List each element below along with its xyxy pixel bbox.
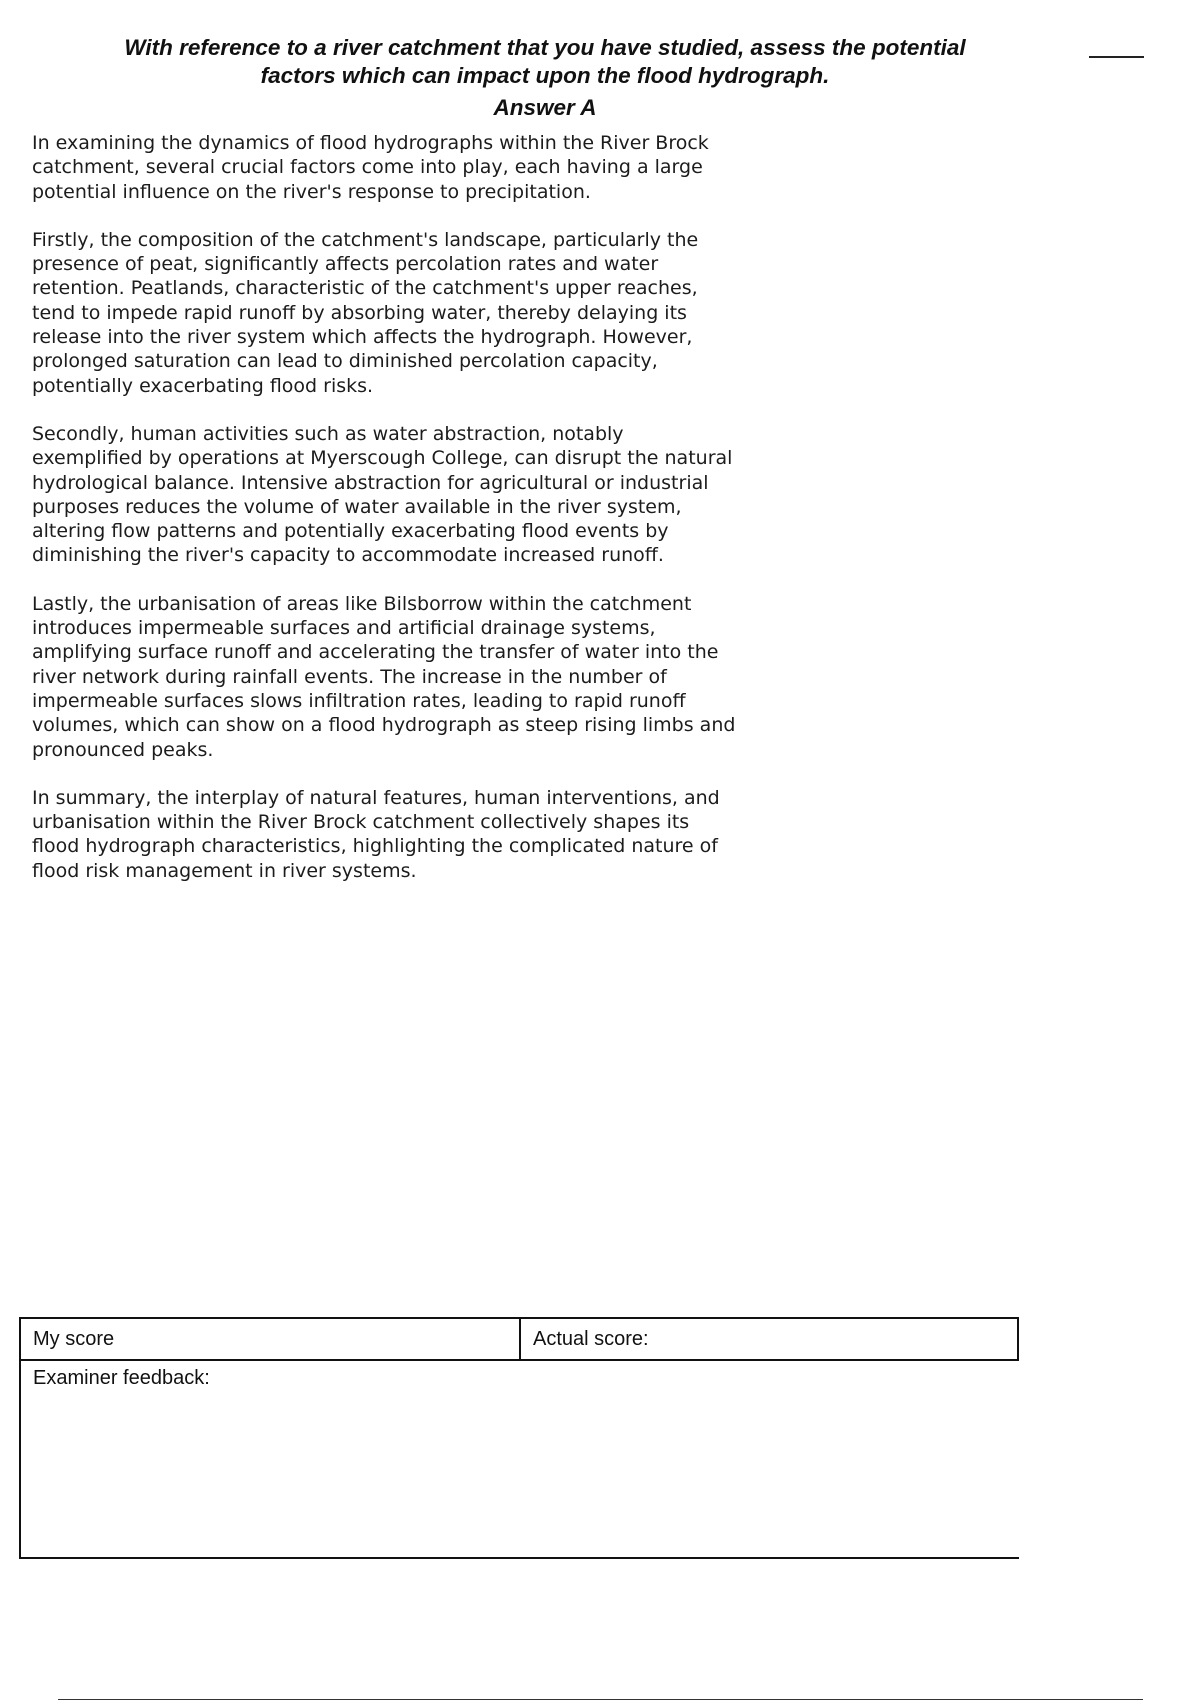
examiner-feedback-box[interactable] [19, 1361, 1019, 1559]
score-table [19, 1317, 1017, 1559]
essay-paragraph-abstraction: Secondly, human activities such as water abstraction, notably exemplified by operations at Myerscough College, can disrupt the natural hydrological balance. Intensive abstraction for agricultural or industrial purposes reduces the volume of water available in the river system, altering flow patterns and potentially exacerbating flood events by diminishing the river's capacity to accommodate increased runoff. [32, 422, 733, 567]
essay-paragraph-intro: In examining the dynamics of flood hydrographs within the River Brock catchment, several crucial factors come into play, each having a large potential influence on the river's response to precipitation. [32, 132, 709, 203]
my-score-label: My score [33, 1328, 115, 1350]
question-line-1: With reference to a river catchment that you have studied, assess the potential [124, 35, 966, 60]
question-line-2: factors which can impact upon the flood hydrograph. [260, 63, 830, 88]
essay-paragraph-summary: In summary, the interplay of natural features, human interventions, and urbanisation within the River Brock catchment collectively shapes its flood hydrograph characteristics, highlighting the complicated nature of flood risk management in river systems. [32, 786, 720, 882]
essay-body [32, 131, 812, 907]
question-title [60, 34, 1030, 90]
actual-score-cell[interactable] [521, 1319, 1017, 1359]
actual-score-label: Actual score: [533, 1328, 649, 1350]
essay-paragraph-peat: Firstly, the composition of the catchment's landscape, particularly the presence of peat, significantly affects percolation rates and water retention. Peatlands, characteristic of the catchment's upper reaches, tend to impede rapid runoff by absorbing water, thereby delaying its release into the river system which affects the hydrograph. However, prolonged saturation can lead to diminished percolation capacity, potentially exacerbating flood risks. [32, 228, 699, 397]
score-row [19, 1317, 1019, 1361]
answer-label: Answer A [493, 95, 597, 120]
my-score-cell[interactable] [21, 1319, 521, 1359]
top-right-rule [1089, 56, 1144, 58]
examiner-feedback-label: Examiner feedback: [33, 1367, 210, 1389]
essay-paragraph-urbanisation: Lastly, the urbanisation of areas like Bilsborrow within the catchment introduces impermeable surfaces and artificial drainage systems, amplifying surface runoff and accelerating the transfer of water into the river network during rainfall events. The increase in the number of impermeable surfaces slows infiltration rates, leading to rapid runoff volumes, which can show on a flood hydrograph as steep rising limbs and pronounced peaks. [32, 592, 736, 761]
